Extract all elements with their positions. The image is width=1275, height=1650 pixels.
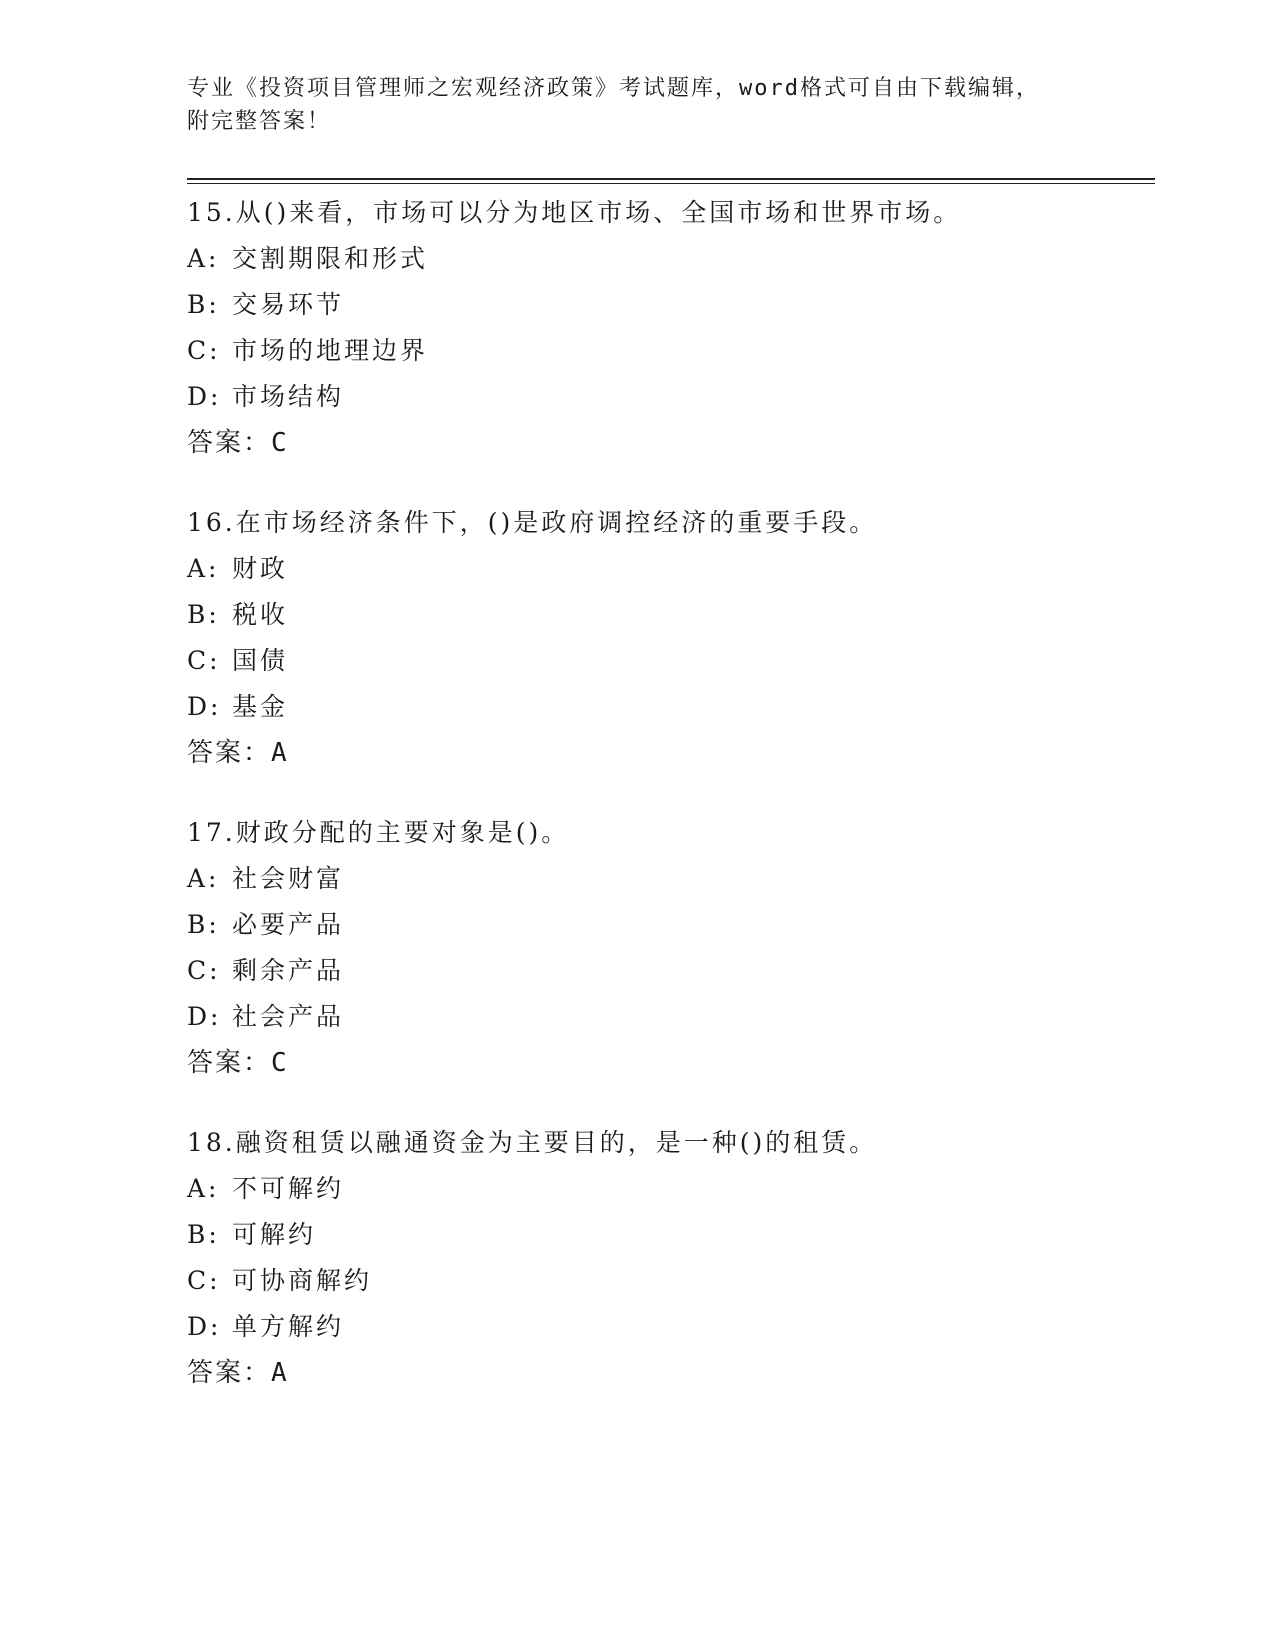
option-a — [187, 546, 1147, 592]
option-c — [187, 638, 1147, 684]
question-15 — [187, 190, 1147, 466]
option-letter: C: — [187, 646, 221, 675]
document-header — [187, 72, 1087, 138]
option-d — [187, 994, 1147, 1040]
option-text: 单方解约 — [232, 1312, 345, 1341]
option-b — [187, 1212, 1147, 1258]
question-list — [187, 190, 1147, 1430]
question-16 — [187, 500, 1147, 776]
answer-value: C — [271, 1048, 289, 1078]
option-letter: A: — [187, 1174, 220, 1203]
answer-label: 答案： — [187, 1048, 272, 1078]
option-text: 剩余产品 — [232, 956, 345, 985]
option-c — [187, 328, 1147, 374]
option-letter: B: — [187, 1220, 220, 1249]
question-17 — [187, 810, 1147, 1086]
question-stem: 18.融资租赁以融通资金为主要目的，是一种()的租赁。 — [187, 1128, 878, 1157]
answer-value: A — [271, 1358, 289, 1388]
option-letter: B: — [187, 910, 220, 939]
answer-label: 答案： — [187, 428, 272, 458]
option-letter: A: — [187, 554, 220, 583]
answer-label: 答案： — [187, 1358, 272, 1388]
option-b — [187, 592, 1147, 638]
question-stem: 15.从()来看，市场可以分为地区市场、全国市场和世界市场。 — [187, 198, 962, 227]
header-divider-thick — [187, 178, 1155, 180]
option-text: 国债 — [232, 646, 289, 675]
question-stem: 17.财政分配的主要对象是()。 — [187, 818, 570, 847]
question-stem: 16.在市场经济条件下，()是政府调控经济的重要手段。 — [187, 508, 878, 537]
option-letter: A: — [187, 244, 220, 273]
answer-line — [187, 730, 1147, 776]
answer-label: 答案： — [187, 738, 272, 768]
option-text: 社会财富 — [232, 864, 345, 893]
option-letter: B: — [187, 290, 220, 319]
option-letter: D: — [187, 1002, 222, 1031]
option-c — [187, 1258, 1147, 1304]
option-letter: D: — [187, 1312, 222, 1341]
option-text: 可协商解约 — [232, 1266, 373, 1295]
option-a — [187, 856, 1147, 902]
option-a — [187, 1166, 1147, 1212]
option-b — [187, 902, 1147, 948]
option-letter: D: — [187, 692, 222, 721]
option-letter: D: — [187, 382, 222, 411]
option-text: 可解约 — [232, 1220, 317, 1249]
option-text: 必要产品 — [232, 910, 345, 939]
header-line-2: 附完整答案！ — [187, 109, 332, 134]
header-divider-thin — [187, 183, 1155, 184]
option-text: 不可解约 — [232, 1174, 345, 1203]
option-d — [187, 374, 1147, 420]
header-line-1: 专业《投资项目管理师之宏观经济政策》考试题库，word格式可自由下载编辑， — [187, 76, 1040, 101]
option-text: 社会产品 — [232, 1002, 345, 1031]
option-text: 财政 — [232, 554, 289, 583]
option-letter: B: — [187, 600, 220, 629]
option-a — [187, 236, 1147, 282]
answer-value: A — [271, 738, 289, 768]
option-text: 市场结构 — [232, 382, 345, 411]
option-letter: C: — [187, 956, 221, 985]
option-c — [187, 948, 1147, 994]
option-letter: C: — [187, 1266, 221, 1295]
option-text: 税收 — [232, 600, 289, 629]
option-text: 交易环节 — [232, 290, 345, 319]
option-d — [187, 1304, 1147, 1350]
answer-line — [187, 420, 1147, 466]
answer-line — [187, 1040, 1147, 1086]
answer-line — [187, 1350, 1147, 1396]
option-letter: A: — [187, 864, 220, 893]
option-text: 市场的地理边界 — [232, 336, 429, 365]
option-letter: C: — [187, 336, 221, 365]
option-text: 交割期限和形式 — [232, 244, 429, 273]
answer-value: C — [271, 428, 289, 458]
option-b — [187, 282, 1147, 328]
option-d — [187, 684, 1147, 730]
question-18 — [187, 1120, 1147, 1396]
option-text: 基金 — [232, 692, 289, 721]
